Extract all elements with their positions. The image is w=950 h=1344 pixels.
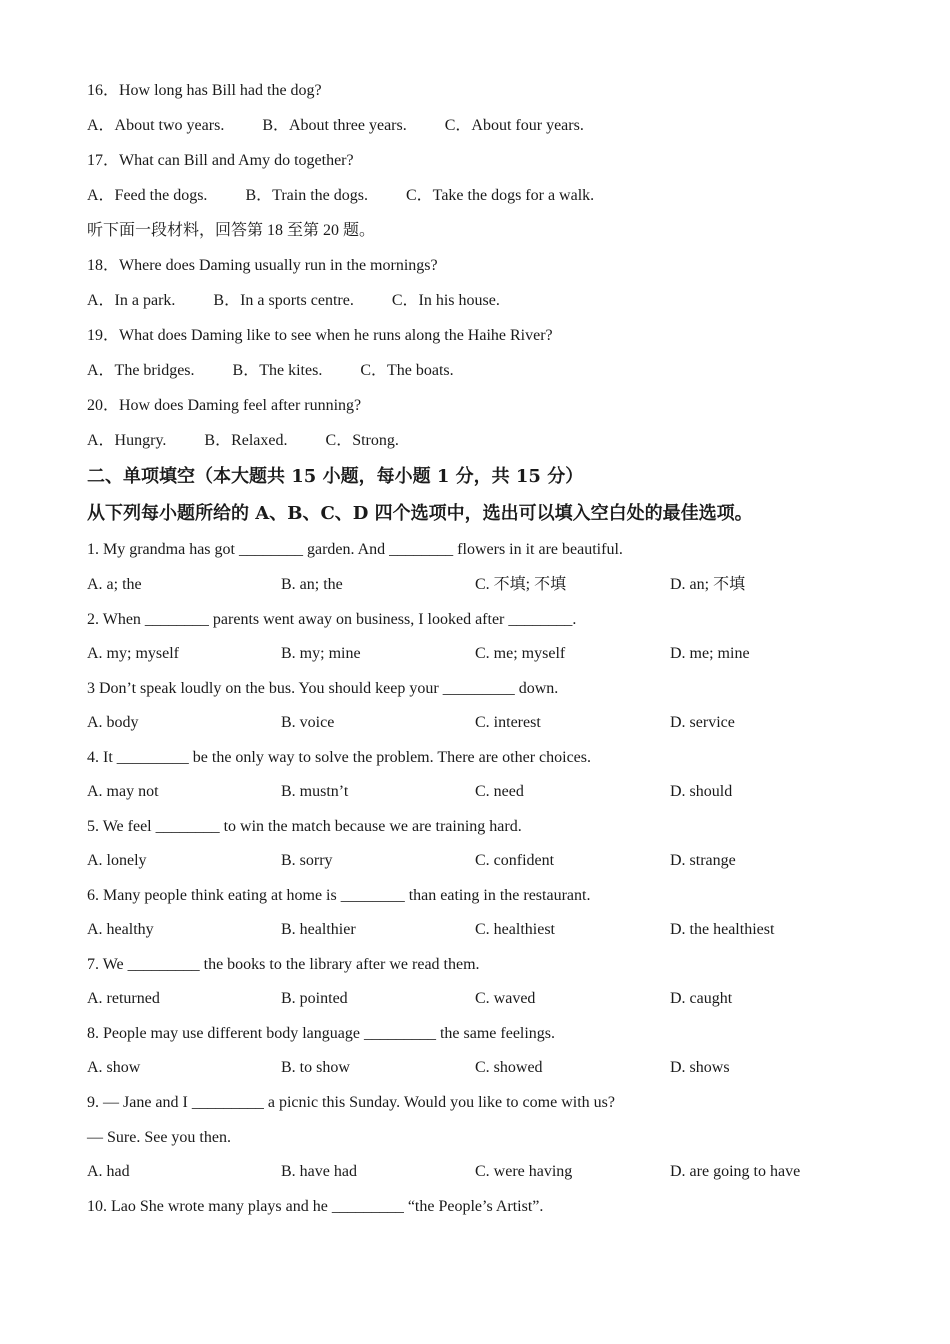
option-b: B．Relaxed.: [204, 432, 288, 449]
option-c: C. confident: [475, 852, 555, 869]
question-20-stem: 20．How does Daming feel after running?: [87, 397, 362, 414]
question-7-options: [87, 989, 867, 1009]
option-b: B. healthier: [281, 921, 356, 938]
option-b: B. to show: [281, 1059, 350, 1076]
option-c: C. waved: [475, 990, 536, 1007]
question-6-stem: 6. Many people think eating at home is ________ than eating in the restaurant.: [87, 887, 591, 904]
option-d: D. are going to have: [670, 1163, 801, 1180]
option-a: A. my; myself: [87, 645, 179, 662]
question-9-options: [87, 1162, 867, 1182]
option-b: B．The kites.: [232, 362, 323, 379]
option-a: A. a; the: [87, 576, 142, 593]
option-a: A．About two years.: [87, 117, 225, 134]
question-4-stem: 4. It _________ be the only way to solve the problem. There are other choices.: [87, 749, 592, 766]
question-16-options: [87, 116, 618, 136]
option-d: D. service: [670, 714, 735, 731]
option-a: A. may not: [87, 783, 159, 800]
question-2-options: [87, 644, 867, 664]
option-b: B. voice: [281, 714, 335, 731]
section-instruction: 从下列每小题所给的 A、B、C、D 四个选项中，选出可以填入空白处的最佳选项。: [87, 503, 753, 524]
question-18-stem: 18．Where does Daming usually run in the mornings?: [87, 257, 438, 274]
question-10-stem: 10. Lao She wrote many plays and he _________ “the People’s Artist”.: [87, 1198, 544, 1215]
option-b: B．Train the dogs.: [245, 187, 368, 204]
question-17-stem: 17．What can Bill and Amy do together?: [87, 152, 354, 169]
option-d: D. me; mine: [670, 645, 750, 662]
option-a: A．The bridges.: [87, 362, 195, 379]
question-5-stem: 5. We feel ________ to win the match because we are training hard.: [87, 818, 522, 835]
option-a: A．Hungry.: [87, 432, 167, 449]
option-b: B. have had: [281, 1163, 357, 1180]
option-c: C．The boats.: [360, 362, 454, 379]
question-5-options: [87, 851, 867, 871]
listening-instruction: 听下面一段材料，回答第 18 至第 20 题。: [87, 222, 376, 239]
option-c: C．In his house.: [391, 292, 500, 309]
question-1-stem: 1. My grandma has got ________ garden. And ________ flowers in it are beautiful.: [87, 541, 623, 558]
option-a: A. returned: [87, 990, 160, 1007]
option-a: A. had: [87, 1163, 130, 1180]
option-a: A. lonely: [87, 852, 147, 869]
option-b: B．In a sports centre.: [213, 292, 354, 309]
option-b: B. an; the: [281, 576, 343, 593]
question-3-options: [87, 713, 867, 733]
option-a: A. body: [87, 714, 139, 731]
question-19-stem: 19．What does Daming like to see when he runs along the Haihe River?: [87, 327, 553, 344]
question-18-options: [87, 291, 534, 311]
option-c: C．Strong.: [325, 432, 399, 449]
section-title: 二、单项填空（本大题共 15 小题，每小题 1 分，共 15 分）: [87, 466, 584, 487]
option-d: D. shows: [670, 1059, 730, 1076]
question-7-stem: 7. We _________ the books to the library after we read them.: [87, 956, 480, 973]
question-17-options: [87, 186, 628, 206]
option-b: B. my; mine: [281, 645, 361, 662]
option-d: D. should: [670, 783, 733, 800]
option-d: D. an; 不填: [670, 576, 746, 593]
question-3-stem: 3 Don’t speak loudly on the bus. You should keep your _________ down.: [87, 680, 559, 697]
option-c: C. were having: [475, 1163, 573, 1180]
question-20-options: [87, 431, 433, 451]
option-c: C. need: [475, 783, 524, 800]
option-c: C．Take the dogs for a walk.: [405, 187, 595, 204]
question-9-stem: 9. — Jane and I _________ a picnic this Sunday. Would you like to come with us?: [87, 1094, 615, 1111]
option-c: C．About four years.: [444, 117, 584, 134]
option-c: C. me; myself: [475, 645, 566, 662]
question-1-options: [87, 575, 867, 595]
question-4-options: [87, 782, 867, 802]
question-6-options: [87, 920, 867, 940]
option-d: D. the healthiest: [670, 921, 775, 938]
question-19-options: [87, 361, 488, 381]
option-a: A．In a park.: [87, 292, 176, 309]
option-c: C. healthiest: [475, 921, 555, 938]
option-b: B. mustn’t: [281, 783, 349, 800]
option-d: D. strange: [670, 852, 736, 869]
question-8-stem: 8. People may use different body language _________ the same feelings.: [87, 1025, 556, 1042]
option-c: C. 不填; 不填: [475, 576, 567, 593]
option-a: A. healthy: [87, 921, 154, 938]
option-b: B. pointed: [281, 990, 348, 1007]
question-2-stem: 2. When ________ parents went away on business, I looked after ________.: [87, 611, 577, 628]
question-8-options: [87, 1058, 867, 1078]
option-b: B．About three years.: [262, 117, 407, 134]
question-9-reply: — Sure. See you then.: [87, 1129, 231, 1146]
option-c: C. interest: [475, 714, 541, 731]
option-d: D. caught: [670, 990, 733, 1007]
option-a: A．Feed the dogs.: [87, 187, 208, 204]
question-16-stem: 16．How long has Bill had the dog?: [87, 82, 322, 99]
option-b: B. sorry: [281, 852, 333, 869]
option-a: A. show: [87, 1059, 141, 1076]
option-c: C. showed: [475, 1059, 543, 1076]
